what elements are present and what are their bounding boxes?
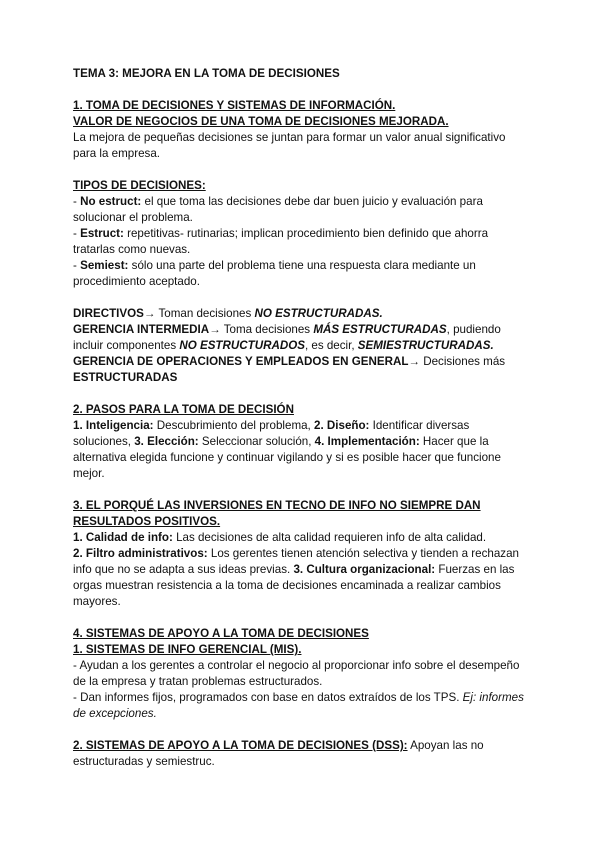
mis-item-2	[73, 690, 529, 722]
paso-label: 3. Elección:	[134, 435, 199, 448]
nivel-operaciones	[73, 354, 529, 386]
razon-label: 1. Calidad de info:	[73, 531, 173, 544]
mis-heading-text: 1. SISTEMAS DE INFO GERENCIAL (MIS).	[73, 643, 302, 656]
nivel-text: Toma decisiones	[220, 323, 314, 336]
section-4-heading-text: 4. SISTEMAS DE APOYO A LA TOMA DE DECISIONES	[73, 627, 369, 640]
nivel-emphasis: NO ESTRUCTURADOS	[179, 339, 305, 352]
nivel-emphasis: MÁS ESTRUCTURADAS	[313, 323, 447, 336]
razon-label: 3. Cultura organizacional:	[293, 563, 436, 576]
section-3-heading	[73, 498, 529, 530]
nivel-emphasis: NO ESTRUCTURADAS.	[254, 307, 383, 320]
paso-text: Seleccionar solución,	[198, 435, 315, 448]
nivel-emphasis: SEMIESTRUCTURADAS.	[357, 339, 494, 352]
section-3-heading-text: 3. EL PORQUÉ LAS INVERSIONES EN TECNO DE INFO NO SIEMPRE DAN RESULTADOS POSITIVOS.	[73, 499, 481, 528]
tipos-item-no-estruct	[73, 194, 529, 226]
paso-text: Identificar diversas soluciones,	[73, 419, 470, 448]
section-1-heading	[73, 98, 529, 114]
mis-item-2-text: - Dan informes fijos, programados con base en datos extraídos de los TPS.	[73, 691, 463, 704]
razon-text: Los gerentes tienen atención selectiva y tienden a rechazan info que no se adapta a sus ideas previas.	[73, 547, 519, 576]
nivel-text: Toman decisiones	[155, 307, 255, 320]
section-1-text: La mejora de pequeñas decisiones se juntan para formar un valor anual significativo para la empresa.	[73, 131, 506, 160]
tipos-item-text: repetitivas- rutinarias; implican procedimiento bien definido que ahorra tratarlas como nuevas.	[73, 227, 489, 256]
section-3-text	[73, 530, 529, 610]
section-1-subheading	[73, 114, 529, 130]
arrow-icon: →	[408, 355, 421, 368]
section-2-heading-text: 2. PASOS PARA LA TOMA DE DECISIÓN	[73, 403, 294, 416]
dss-heading-text: 2. SISTEMAS DE APOYO A LA TOMA DE DECISIONES (DSS):	[73, 739, 408, 752]
list-bullet: -	[73, 227, 81, 240]
section-2-text	[73, 418, 529, 482]
arrow-icon: →	[143, 307, 156, 320]
tipos-item-text: el que toma las decisiones debe dar buen juicio y evaluación para solucionar el problema.	[73, 195, 483, 224]
mis-item-1: - Ayudan a los gerentes a controlar el negocio al proporcionar info sobre el desempeño de la empresa y tratan problemas estructurados.	[73, 659, 520, 688]
page-title: TEMA 3: MEJORA EN LA TOMA DE DECISIONES	[73, 67, 340, 80]
document-content	[73, 66, 529, 770]
section-4-subheading-mis	[73, 642, 529, 658]
nivel-label: GERENCIA INTERMEDIA	[73, 323, 210, 336]
razon-text: Las decisiones de alta calidad requieren info de alta calidad.	[172, 531, 487, 544]
nivel-directivos	[73, 306, 529, 322]
section-4-heading	[73, 626, 529, 642]
nivel-label: ESTRUCTURADAS	[73, 371, 178, 384]
tipos-heading-text: TIPOS DE DECISIONES:	[73, 179, 206, 192]
tipos-item-label: Estruct:	[80, 227, 124, 240]
section-1-heading-line1: 1. TOMA DE DECISIONES Y SISTEMAS DE INFORMACIÓN.	[73, 99, 396, 112]
paso-label: 2. Diseño:	[314, 419, 370, 432]
nivel-label: DIRECTIVOS	[73, 307, 144, 320]
paso-text: Descubrimiento del problema,	[153, 419, 315, 432]
dss-text: Apoyan las no estructuradas y semiestruc.	[73, 739, 484, 768]
tipos-heading	[73, 178, 529, 194]
razon-text: Fuerzas en las orgas muestran resistencia a la toma de decisiones encaminada a realizar cambios mayores.	[73, 563, 515, 608]
tipos-item-label: No estruct:	[80, 195, 142, 208]
nivel-text: , pudiendo incluir componentes	[73, 323, 501, 352]
tipos-item-text: sólo una parte del problema tiene una respuesta clara mediante un procedimiento aceptado.	[73, 259, 476, 288]
nivel-text: Decisiones más	[420, 355, 506, 368]
tipos-item-estruct	[73, 226, 529, 258]
nivel-text: , es decir,	[304, 339, 358, 352]
section-4-subheading-dss	[73, 738, 529, 770]
nivel-gerencia-intermedia	[73, 322, 529, 354]
mis-item-2-example: Ej: informes de excepciones.	[73, 691, 524, 720]
tipos-item-label: Semiest:	[80, 259, 129, 272]
section-2-heading	[73, 402, 529, 418]
section-1-heading-line2: VALOR DE NEGOCIOS DE UNA TOMA DE DECISIONES MEJORADA.	[73, 115, 449, 128]
paso-text: Hacer que la alternativa elegida funcione y continuar vigilando y si es posible hacer que funcione mejor.	[73, 435, 501, 480]
arrow-icon: →	[209, 323, 221, 336]
nivel-label: GERENCIA DE OPERACIONES Y EMPLEADOS EN GENERAL	[73, 355, 409, 368]
tipos-item-semiest	[73, 258, 529, 290]
list-bullet: -	[73, 195, 81, 208]
paso-label: 4. Implementación:	[314, 435, 420, 448]
list-bullet: -	[73, 259, 81, 272]
paso-label: 1. Inteligencia:	[73, 419, 154, 432]
razon-label: 2. Filtro administrativos:	[73, 547, 208, 560]
